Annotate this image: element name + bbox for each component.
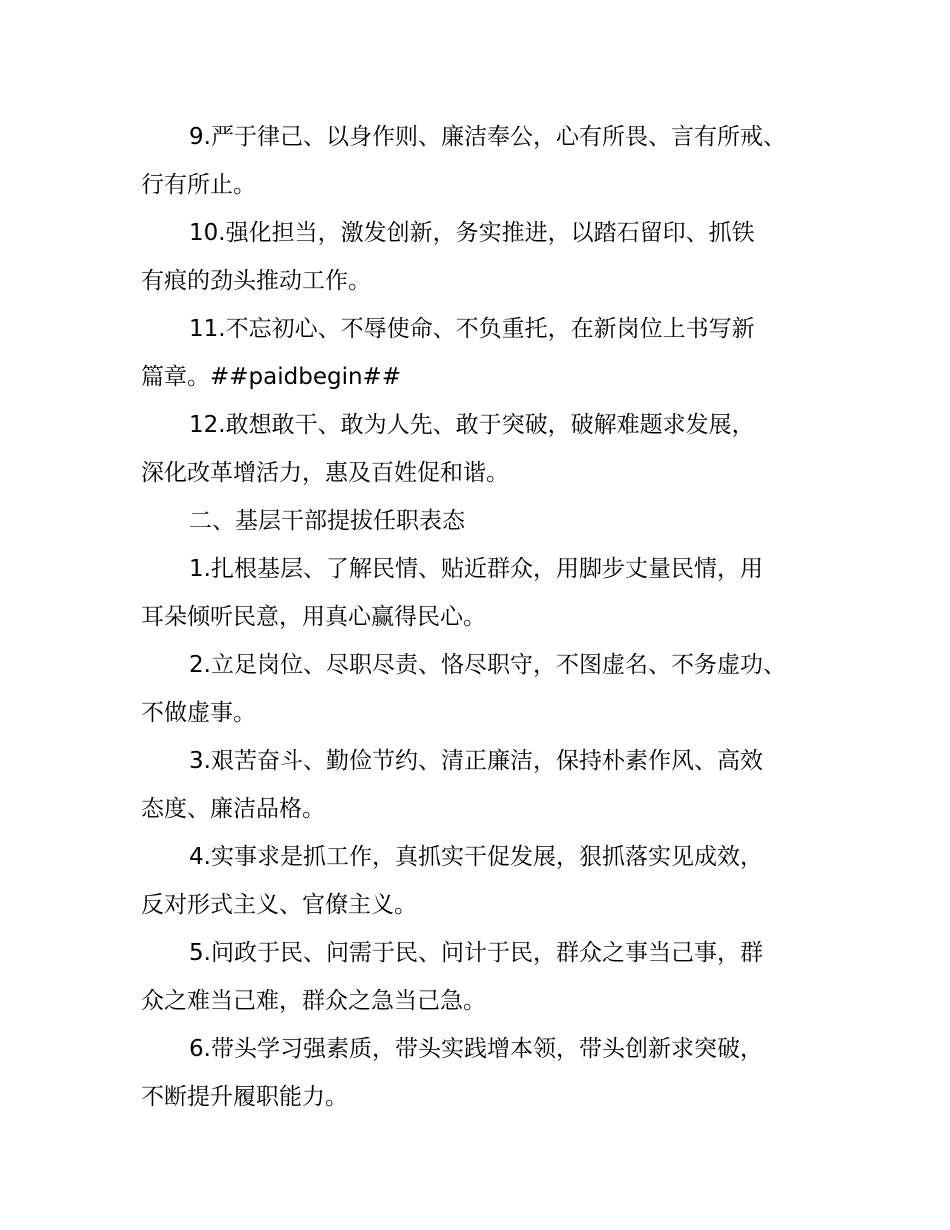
section-paragraph-4 xyxy=(141,833,821,929)
paragraph-line: 篇章。##paidbegin## xyxy=(141,364,402,390)
paragraph-line: 态度、廉洁品格。 xyxy=(141,796,325,822)
section-paragraph-1 xyxy=(141,545,821,641)
paragraph-line: 行有所止。 xyxy=(141,172,256,198)
paragraph-line: 不做虚事。 xyxy=(141,700,256,726)
paragraph-line: 12.敢想敢干、敢为人先、敢于突破，破解难题求发展， xyxy=(189,412,755,438)
section-heading: 二、基层干部提拔任职表态 xyxy=(189,508,465,534)
paragraph-line: 深化改革增活力，惠及百姓促和谐。 xyxy=(141,460,509,486)
paragraph-line: 不断提升履职能力。 xyxy=(141,1084,348,1110)
paragraph-line: 耳朵倾听民意，用真心赢得民心。 xyxy=(141,604,486,630)
section-paragraph-2 xyxy=(141,641,821,737)
paragraph-line: 11.不忘初心、不辱使命、不负重托，在新岗位上书写新 xyxy=(189,316,755,342)
section-paragraph-5 xyxy=(141,929,821,1025)
section-paragraph-6 xyxy=(141,1025,821,1121)
paragraph-line: 9.严于律己、以身作则、廉洁奉公，心有所畏、言有所戒、 xyxy=(189,124,786,150)
paragraph-12 xyxy=(141,401,821,497)
paragraph-10 xyxy=(141,209,821,305)
paragraph-line: 2.立足岗位、尽职尽责、恪尽职守，不图虚名、不务虚功、 xyxy=(189,652,786,678)
paragraph-11 xyxy=(141,305,821,401)
paragraph-line: 3.艰苦奋斗、勤俭节约、清正廉洁，保持朴素作风、高效 xyxy=(189,748,763,774)
paragraph-line: 1.扎根基层、了解民情、贴近群众，用脚步丈量民情，用 xyxy=(189,556,763,582)
paragraph-line: 10.强化担当，激发创新，务实推进，以踏石留印、抓铁 xyxy=(189,220,755,246)
paragraph-line: 众之难当己难，群众之急当己急。 xyxy=(141,988,486,1014)
paragraph-line: 4.实事求是抓工作，真抓实干促发展，狠抓落实见成效， xyxy=(189,844,763,870)
paragraph-line: 5.问政于民、问需于民、问计于民，群众之事当己事，群 xyxy=(189,940,763,966)
paragraph-line: 有痕的劲头推动工作。 xyxy=(141,268,371,294)
paragraph-line: 反对形式主义、官僚主义。 xyxy=(141,892,417,918)
document-body xyxy=(141,113,821,1121)
paragraph-9 xyxy=(141,113,821,209)
paragraph-line: 6.带头学习强素质，带头实践增本领，带头创新求突破， xyxy=(189,1036,763,1062)
section-paragraph-3 xyxy=(141,737,821,833)
